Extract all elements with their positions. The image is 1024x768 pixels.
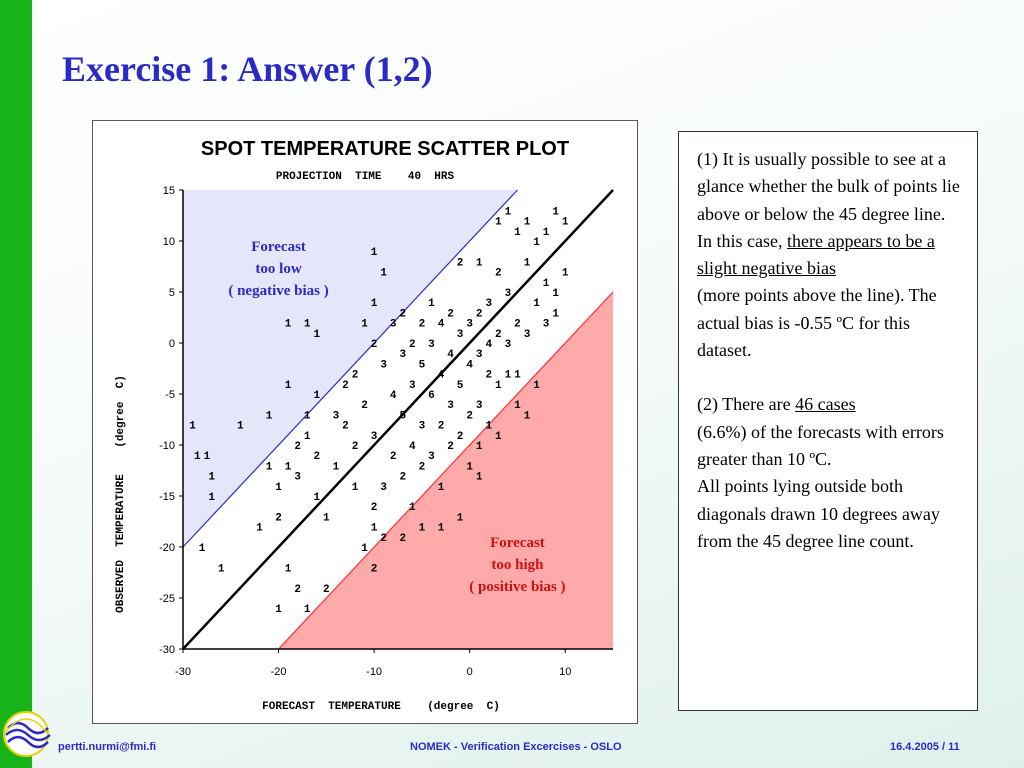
data-point: 1 <box>475 257 483 270</box>
data-point: 2 <box>294 583 301 596</box>
data-point: 2 <box>351 369 359 382</box>
data-point: 1 <box>409 502 416 515</box>
explanation-box <box>678 131 978 711</box>
footer-email: pertti.nurmi@fmi.fi <box>58 741 157 753</box>
data-point: 1 <box>361 318 368 331</box>
data-point: 1 <box>332 461 340 474</box>
data-point: 2 <box>456 257 464 270</box>
data-point: 3 <box>456 328 464 341</box>
data-point: 2 <box>418 461 426 474</box>
data-point: 2 <box>361 400 368 413</box>
data-point: 1 <box>495 379 502 392</box>
data-point: 2 <box>447 441 454 453</box>
data-point: 5 <box>418 359 426 372</box>
data-point: 1 <box>456 512 464 525</box>
y-tick-label: -20 <box>159 542 175 554</box>
x-tick-label: -30 <box>175 666 191 678</box>
data-point: 3 <box>380 359 387 372</box>
data-point: 4 <box>409 441 416 453</box>
data-point: 2 <box>399 308 407 321</box>
scatter-plot <box>93 121 639 725</box>
data-point: 2 <box>275 512 282 525</box>
chart-title: SPOT TEMPERATURE SCATTER PLOT <box>200 138 570 160</box>
x-tick-label: 10 <box>559 666 572 678</box>
data-point: 2 <box>351 441 359 453</box>
data-point: 3 <box>380 481 387 494</box>
p1-a: (1) It is usually possible to see at a glance whether the bulk of points lie above or below the 45 degree line. <box>697 149 960 224</box>
forecast-too-high-label: ( positive bias ) <box>469 579 566 595</box>
data-point: 2 <box>399 532 407 545</box>
data-point: 2 <box>447 308 454 321</box>
data-point: 1 <box>303 410 311 423</box>
explanation-part-1 <box>697 146 965 364</box>
data-point: 2 <box>485 369 493 382</box>
x-tick-label: -10 <box>366 666 383 678</box>
data-point: 1 <box>370 522 378 535</box>
data-point: 3 <box>523 328 531 341</box>
data-point: 1 <box>485 420 493 433</box>
data-point: 4 <box>447 349 454 362</box>
y-tick-label: 15 <box>162 185 175 197</box>
y-tick-label: -30 <box>159 644 175 656</box>
data-point: 1 <box>208 471 215 484</box>
data-point: 2 <box>342 420 349 433</box>
data-point: 2 <box>475 308 483 321</box>
data-point: 1 <box>217 563 225 576</box>
data-point: 1 <box>303 604 311 617</box>
data-point: 1 <box>475 471 483 484</box>
data-point: 1 <box>533 298 540 311</box>
data-point: 2 <box>466 410 473 423</box>
data-point: 5 <box>399 410 407 423</box>
data-point: 1 <box>361 543 368 555</box>
data-point: 1 <box>523 216 531 229</box>
x-axis-label: FORECAST TEMPERATURE (degree C) <box>262 701 500 713</box>
data-point: 3 <box>418 420 426 433</box>
p2-c: All points lying outside both diagonals drawn 10 degrees away from the 45 degree line count. <box>697 476 940 551</box>
data-point: 3 <box>370 430 378 443</box>
scatter-plot-frame <box>92 120 638 724</box>
data-point: 1 <box>237 420 244 433</box>
data-point: 1 <box>552 308 559 321</box>
p1-underlined: there appears to be a slight negative bias <box>697 230 935 279</box>
p2-a: (2) There are <box>697 394 796 415</box>
data-point: 3 <box>475 349 483 362</box>
data-point: 1 <box>370 247 378 260</box>
data-point: 2 <box>323 583 330 596</box>
fmi-logo <box>0 704 52 760</box>
data-point: 5 <box>456 379 464 392</box>
data-point: 1 <box>504 369 512 382</box>
data-point: 1 <box>466 461 473 474</box>
data-point: 1 <box>265 410 273 423</box>
y-tick-label: -15 <box>159 491 175 503</box>
data-point: 1 <box>514 226 521 239</box>
data-point: 2 <box>399 471 407 484</box>
data-point: 1 <box>523 410 531 423</box>
x-tick-label: 0 <box>466 666 473 678</box>
data-point: 1 <box>203 451 211 464</box>
data-point: 3 <box>332 410 340 423</box>
data-point: 2 <box>294 441 301 453</box>
data-point: 2 <box>370 339 378 351</box>
p1-b: In this case, <box>697 230 787 251</box>
data-point: 1 <box>533 237 540 249</box>
data-point: 2 <box>437 420 445 433</box>
data-point: 3 <box>428 339 435 351</box>
data-point: 1 <box>303 318 311 331</box>
data-point: 2 <box>495 328 502 341</box>
data-point: 1 <box>475 441 483 453</box>
data-point: 1 <box>275 481 282 494</box>
data-point: 1 <box>533 379 540 392</box>
data-point: 2 <box>456 430 464 443</box>
forecast-too-low-label: too low <box>255 261 302 278</box>
data-point: 2 <box>370 502 378 515</box>
y-tick-label: -5 <box>165 389 175 401</box>
data-point: 3 <box>447 400 454 413</box>
data-point: 3 <box>389 318 397 331</box>
data-point: 1 <box>313 492 321 504</box>
data-point: 1 <box>323 512 330 525</box>
forecast-too-high-label: too high <box>491 557 544 573</box>
data-point: 1 <box>370 298 378 311</box>
data-point: 2 <box>495 267 502 280</box>
data-point: 2 <box>370 563 378 576</box>
forecast-too-low-label: Forecast <box>251 239 306 256</box>
x-tick-label: -20 <box>270 666 287 678</box>
y-tick-label: 0 <box>168 338 175 350</box>
data-point: 1 <box>313 390 321 402</box>
data-point: 1 <box>552 206 559 219</box>
data-point: 2 <box>389 451 397 464</box>
data-point: 1 <box>380 267 387 280</box>
data-point: 3 <box>294 471 301 484</box>
data-point: 1 <box>303 430 311 443</box>
y-tick-label: -10 <box>159 440 175 452</box>
data-point: 6 <box>428 390 435 402</box>
data-point: 1 <box>194 451 201 464</box>
data-point: 1 <box>265 461 273 474</box>
footer-date-page: 16.4.2005 / 11 <box>890 741 960 753</box>
forecast-too-high-label: Forecast <box>490 535 545 551</box>
data-point: 1 <box>313 328 321 341</box>
data-point: 2 <box>418 318 426 331</box>
data-point: 4 <box>437 369 445 382</box>
data-point: 3 <box>504 339 512 351</box>
green-sidebar-bar <box>0 0 32 768</box>
footer-title: NOMEK - Verification Excercises - OSLO <box>410 741 622 753</box>
data-point: 1 <box>561 267 569 280</box>
data-point: 4 <box>437 318 445 331</box>
data-point: 1 <box>208 492 215 504</box>
data-point: 1 <box>495 216 502 229</box>
data-point: 3 <box>504 288 512 300</box>
data-point: 4 <box>485 339 493 351</box>
data-point: 1 <box>523 257 531 270</box>
data-point: 4 <box>466 359 473 372</box>
data-point: 1 <box>428 298 435 311</box>
data-point: 1 <box>561 216 569 229</box>
data-point: 1 <box>504 206 512 219</box>
data-point: 3 <box>542 318 550 331</box>
data-point: 1 <box>189 420 196 433</box>
data-point: 1 <box>495 430 502 443</box>
chart-subtitle: PROJECTION TIME 40 HRS <box>275 171 455 183</box>
p1-c: (more points above the line). The actual bias is -0.55 ºC for this dataset. <box>697 285 937 361</box>
data-point: 3 <box>475 400 483 413</box>
data-point: 3 <box>428 451 435 464</box>
data-point: 3 <box>466 318 473 331</box>
forecast-too-low-label: ( negative bias ) <box>228 283 329 300</box>
data-point: 1 <box>542 226 550 239</box>
data-point: 1 <box>514 369 521 382</box>
data-point: 4 <box>389 390 397 402</box>
data-point: 1 <box>256 522 263 535</box>
data-point: 1 <box>437 481 445 494</box>
data-point: 1 <box>437 522 445 535</box>
slide-title: Exercise 1: Answer (1,2) <box>62 49 433 89</box>
data-point: 3 <box>409 379 416 392</box>
y-tick-label: 5 <box>168 287 175 299</box>
data-point: 2 <box>380 532 387 545</box>
data-point: 3 <box>399 349 407 362</box>
data-point: 1 <box>284 379 292 392</box>
data-point: 1 <box>351 481 359 494</box>
data-point: 1 <box>284 461 292 474</box>
data-point: 1 <box>552 288 559 300</box>
data-point: 2 <box>342 379 349 392</box>
p2-underlined: 46 cases <box>795 394 856 415</box>
data-point: 1 <box>418 522 426 535</box>
y-axis-label: OBSERVED TEMPERATURE (degree C) <box>115 375 127 613</box>
data-point: 1 <box>198 543 206 555</box>
explanation-part-2 <box>697 391 965 555</box>
data-point: 2 <box>409 339 416 351</box>
data-point: 1 <box>542 277 550 290</box>
data-point: 3 <box>485 298 493 311</box>
y-tick-label: 10 <box>162 236 175 248</box>
data-point: 1 <box>284 318 292 331</box>
data-point: 2 <box>313 451 321 464</box>
data-point: 1 <box>514 400 521 413</box>
data-point: 1 <box>284 563 292 576</box>
y-tick-label: -25 <box>159 593 175 605</box>
p2-b: (6.6%) of the forecasts with errors greater than 10 ºC. <box>697 421 944 469</box>
data-point: 1 <box>275 604 282 617</box>
data-point: 2 <box>514 318 521 331</box>
